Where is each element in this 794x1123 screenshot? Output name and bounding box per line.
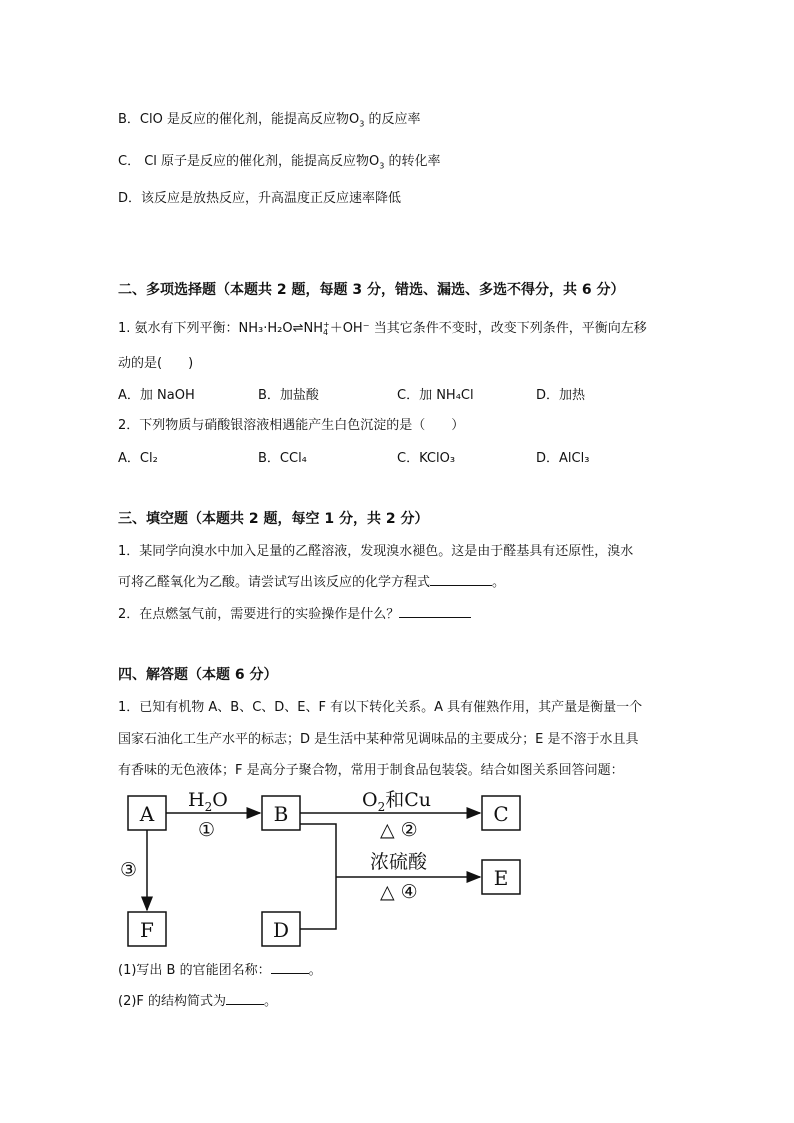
s3q1-end: 。 (492, 575, 506, 590)
edge4-reagent: 浓硫酸 (370, 851, 428, 873)
section2-title: 二、多项选择题（本题共 2 题，每题 3 分，错选、漏选、多选不得分，共 6 分） (118, 282, 625, 298)
section4-q1-line3: 有香味的无色液体；F 是高分子聚合物，常用于制食品包装袋。结合如图关系回答问题： (118, 763, 624, 778)
answer-blank[interactable] (226, 992, 264, 1005)
node-a: A (139, 802, 155, 826)
option-b-prefix: B． (118, 112, 140, 127)
s2q2-option-d: D．AlCl₃ (536, 451, 590, 466)
option-b (118, 108, 420, 129)
s4-sub1-text: (1)写出 B 的官能团名称： (118, 963, 271, 978)
s2q2-option-b: B．CCl₄ (258, 451, 307, 466)
option-d (118, 187, 401, 206)
node-f: F (140, 918, 154, 942)
s2q1-stem-a: 1. 氨水有下列平衡：NH₃·H₂O⇌NH (118, 321, 323, 336)
node-e: E (493, 866, 509, 890)
section3-q2 (118, 603, 471, 622)
edge1-sub: 2 (204, 800, 213, 814)
s4-sub2-text: (2)F 的结构简式为 (118, 994, 227, 1009)
s2q1-option-a: A．加 NaOH (118, 388, 195, 403)
connector-b-d (300, 824, 336, 929)
option-c-text: Cl 原子是反应的催化剂，能提高反应物 (140, 154, 370, 169)
edge2-sub: 2 (377, 800, 386, 814)
node-d: D (272, 918, 290, 942)
section4-q1-line2: 国家石油化工生产水平的标志；D 是生活中某种常见调味品的主要成分；E 是不溶于水且具 (118, 732, 639, 747)
s4-sub1-end: 。 (308, 963, 322, 978)
edge4-step: △ ④ (380, 881, 418, 903)
option-b-chem: O (348, 112, 360, 127)
section3-title: 三、填空题（本题共 2 题，每空 1 分，共 2 分） (118, 511, 429, 527)
s2q2-option-a: A．Cl₂ (118, 451, 158, 466)
conversion-diagram (118, 784, 538, 954)
section2-q1-stem-cont: 动的是( ) (118, 356, 194, 371)
ammonium-ion (323, 321, 330, 337)
s2q1-option-d: D．加热 (536, 388, 586, 403)
option-b-text: ClO 是反应的催化剂，能提高反应物 (139, 112, 349, 127)
s3q2-text: 2．在点燃氢气前，需要进行的实验操作是什么？ (118, 607, 400, 622)
edge1-tail: O (212, 789, 228, 811)
s2q1-option-c: C．加 NH₄Cl (397, 388, 474, 403)
edge1-step: ① (198, 819, 216, 841)
s2q1-stem-b: ＋OH⁻ 当其它条件不变时，改变下列条件，平衡向左移 (329, 321, 647, 336)
edge2-o: O (362, 789, 378, 811)
section3-q1-line2 (118, 571, 505, 590)
edge1-reagent (188, 789, 228, 814)
s2q2-option-c: C．KClO₃ (397, 451, 456, 466)
node-c: C (493, 802, 509, 826)
section3-q1-line1: 1．某同学向溴水中加入足量的乙醛溶液，发现溴水褪色。这是由于醛基具有还原性，溴水 (118, 544, 634, 559)
section4-q1-line1: 1．已知有机物 A、B、C、D、E、F 有以下转化关系。A 具有催熟作用，其产量是衡量一个 (118, 700, 643, 715)
ammonium-sub: 4 (323, 327, 329, 337)
option-b-sub: 3 (359, 119, 365, 129)
section4-sub2 (118, 990, 277, 1009)
edge1-h: H (188, 789, 205, 811)
option-c (118, 150, 441, 171)
section4-title: 四、解答题（本题 6 分） (118, 667, 278, 683)
answer-blank[interactable] (430, 573, 492, 586)
node-b: B (273, 802, 289, 826)
edge2-reagent (362, 789, 431, 814)
option-d-text: 该反应是放热反应，升高温度正反应速率降低 (141, 191, 402, 206)
option-c-chem: O (369, 154, 380, 169)
answer-blank[interactable] (399, 605, 471, 618)
s4-sub2-end: 。 (264, 994, 278, 1009)
edge2-tail: 和Cu (385, 789, 431, 811)
s2q1-option-b: B．加盐酸 (258, 388, 319, 403)
section2-q2-stem: 2．下列物质与硝酸银溶液相遇能产生白色沉淀的是（ ） (118, 418, 465, 433)
option-c-prefix: C． (118, 154, 141, 169)
option-d-prefix: D． (118, 191, 142, 206)
edge2-step: △ ② (380, 819, 418, 841)
edge3-step: ③ (120, 859, 138, 881)
section2-q1-stem (118, 317, 647, 337)
s3q1-text: 可将乙醛氧化为乙酸。请尝试写出该反应的化学方程式 (118, 575, 431, 590)
option-b-suffix: 的反应率 (364, 112, 421, 127)
answer-blank[interactable] (271, 961, 309, 974)
section4-sub1 (118, 959, 322, 978)
option-c-sub: 3 (379, 161, 385, 171)
ammonium-sup: + (323, 319, 330, 329)
option-c-suffix: 的转化率 (384, 154, 441, 169)
